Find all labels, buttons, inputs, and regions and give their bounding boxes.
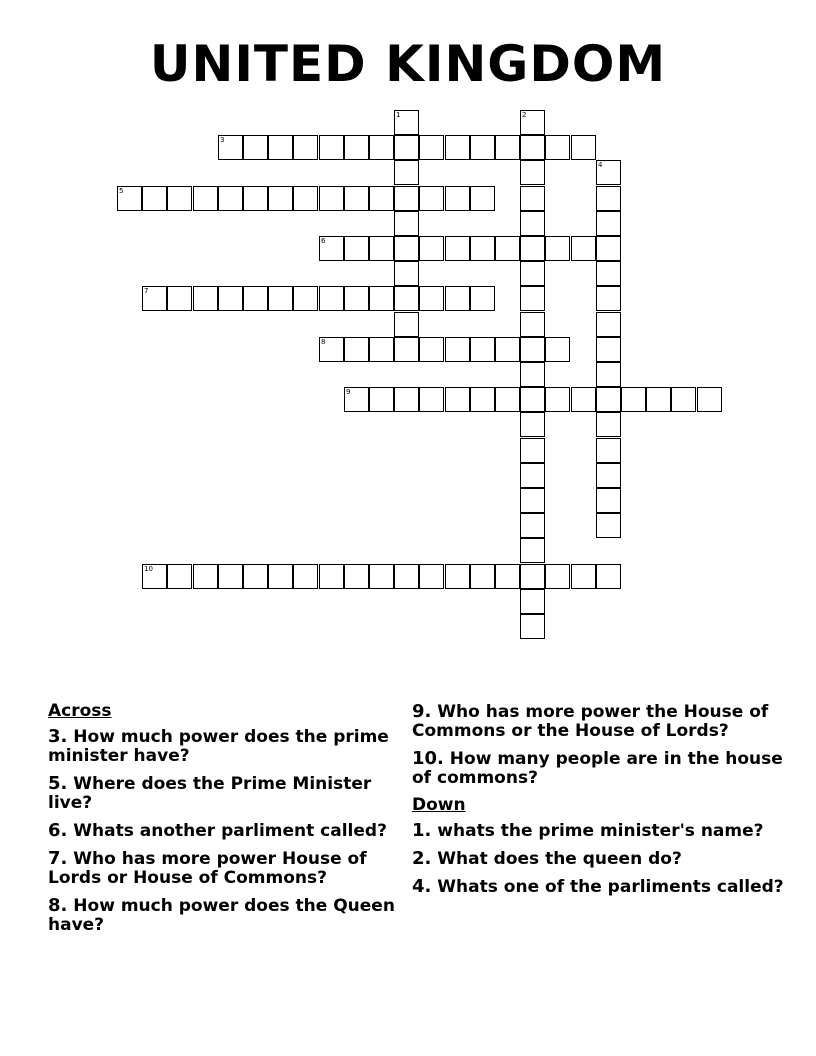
grid-cell[interactable] bbox=[495, 387, 520, 412]
grid-cell[interactable] bbox=[445, 186, 470, 211]
grid-cell[interactable] bbox=[419, 337, 444, 362]
grid-cell[interactable] bbox=[344, 236, 369, 261]
grid-cell[interactable] bbox=[470, 135, 495, 160]
grid-cell[interactable] bbox=[394, 236, 419, 261]
grid-cell[interactable] bbox=[293, 186, 318, 211]
grid-cell[interactable] bbox=[218, 564, 243, 589]
clue-number: 1. bbox=[412, 820, 432, 841]
grid-cell[interactable] bbox=[520, 211, 545, 236]
grid-cell[interactable] bbox=[596, 261, 621, 286]
cell-number: 5 bbox=[119, 187, 124, 195]
grid-cell[interactable] bbox=[167, 186, 192, 211]
clue-across-8 bbox=[48, 896, 408, 935]
clues-column-right bbox=[412, 702, 784, 905]
clue-text: Whats one of the parliments called? bbox=[431, 877, 784, 897]
grid-cell[interactable] bbox=[495, 135, 520, 160]
clue-text: whats the prime minister's name? bbox=[431, 821, 764, 841]
grid-cell[interactable] bbox=[520, 614, 545, 639]
cell-number: 2 bbox=[522, 111, 527, 119]
grid-cell[interactable] bbox=[520, 564, 545, 589]
grid-cell[interactable] bbox=[470, 564, 495, 589]
clue-text: Who has more power House of Lords or House of Commons? bbox=[48, 849, 367, 888]
grid-cell[interactable] bbox=[167, 564, 192, 589]
grid-cell[interactable] bbox=[419, 186, 444, 211]
puzzle-title: UNITED KINGDOM bbox=[149, 35, 667, 93]
grid-cell[interactable] bbox=[520, 236, 545, 261]
grid-cell[interactable] bbox=[344, 564, 369, 589]
grid-cell[interactable] bbox=[193, 286, 218, 311]
grid-cell[interactable] bbox=[419, 564, 444, 589]
grid-cell[interactable] bbox=[394, 160, 419, 185]
grid-cell[interactable] bbox=[545, 387, 570, 412]
clue-down-4 bbox=[412, 877, 784, 897]
clue-down-1 bbox=[412, 821, 784, 841]
grid-cell[interactable] bbox=[596, 211, 621, 236]
grid-cell[interactable] bbox=[520, 438, 545, 463]
clues-column-left bbox=[48, 702, 408, 943]
grid-cell[interactable] bbox=[218, 286, 243, 311]
grid-cell[interactable] bbox=[596, 362, 621, 387]
grid-cell[interactable] bbox=[142, 186, 167, 211]
grid-cell[interactable] bbox=[470, 186, 495, 211]
cell-number: 6 bbox=[321, 237, 326, 245]
cell-number: 3 bbox=[220, 136, 225, 144]
clue-number: 2. bbox=[412, 848, 432, 869]
grid-cell[interactable] bbox=[520, 337, 545, 362]
grid-cell[interactable] bbox=[545, 564, 570, 589]
clue-number: 5. bbox=[48, 773, 68, 794]
grid-cell[interactable] bbox=[520, 362, 545, 387]
clue-across-3 bbox=[48, 727, 408, 766]
clue-text: How many people are in the house of commons? bbox=[412, 749, 783, 788]
grid-cell[interactable] bbox=[596, 488, 621, 513]
grid-cell[interactable] bbox=[621, 387, 646, 412]
grid-cell[interactable] bbox=[193, 186, 218, 211]
grid-cell[interactable] bbox=[218, 186, 243, 211]
grid-cell[interactable] bbox=[495, 564, 520, 589]
cell-number: 8 bbox=[321, 338, 326, 346]
grid-cell[interactable] bbox=[193, 564, 218, 589]
grid-cell[interactable] bbox=[545, 135, 570, 160]
clue-text: Who has more power the House of Commons or the House of Lords? bbox=[412, 702, 769, 741]
down-heading: Down bbox=[412, 795, 466, 815]
clue-down-2 bbox=[412, 849, 784, 869]
grid-cell[interactable] bbox=[545, 337, 570, 362]
grid-cell[interactable] bbox=[369, 387, 394, 412]
grid-cell[interactable] bbox=[520, 186, 545, 211]
grid-cell[interactable] bbox=[596, 438, 621, 463]
grid-cell[interactable] bbox=[319, 564, 344, 589]
grid-cell[interactable] bbox=[243, 564, 268, 589]
grid-cell[interactable] bbox=[369, 286, 394, 311]
grid-cell[interactable] bbox=[419, 286, 444, 311]
clue-across-6 bbox=[48, 821, 408, 841]
grid-cell[interactable] bbox=[445, 286, 470, 311]
clue-text: What does the queen do? bbox=[431, 849, 682, 869]
grid-cell[interactable] bbox=[470, 286, 495, 311]
grid-cell[interactable] bbox=[520, 261, 545, 286]
clue-across-9 bbox=[412, 702, 784, 741]
across-heading: Across bbox=[48, 701, 112, 721]
grid-cell[interactable] bbox=[319, 186, 344, 211]
grid-cell[interactable] bbox=[571, 564, 596, 589]
grid-cell[interactable] bbox=[596, 463, 621, 488]
grid-cell[interactable] bbox=[495, 337, 520, 362]
grid-cell[interactable] bbox=[394, 135, 419, 160]
grid-cell[interactable] bbox=[520, 589, 545, 614]
grid-cell[interactable] bbox=[419, 236, 444, 261]
grid-cell[interactable] bbox=[520, 286, 545, 311]
grid-cell[interactable] bbox=[596, 286, 621, 311]
grid-cell[interactable] bbox=[394, 337, 419, 362]
grid-cell[interactable] bbox=[445, 135, 470, 160]
clue-across-7 bbox=[48, 849, 408, 888]
grid-cell[interactable] bbox=[520, 513, 545, 538]
grid-cell[interactable] bbox=[445, 387, 470, 412]
grid-cell[interactable] bbox=[520, 463, 545, 488]
grid-cell[interactable] bbox=[293, 135, 318, 160]
grid-cell[interactable] bbox=[596, 236, 621, 261]
clue-text: How much power does the prime minister have? bbox=[48, 727, 389, 766]
grid-cell[interactable] bbox=[394, 261, 419, 286]
grid-cell[interactable] bbox=[394, 387, 419, 412]
grid-cell[interactable] bbox=[293, 564, 318, 589]
clue-text: How much power does the Queen have? bbox=[48, 896, 395, 935]
grid-cell[interactable] bbox=[520, 160, 545, 185]
grid-cell[interactable] bbox=[369, 564, 394, 589]
clue-text: Whats another parliment called? bbox=[67, 821, 387, 841]
grid-cell[interactable] bbox=[344, 186, 369, 211]
grid-cell[interactable] bbox=[596, 186, 621, 211]
clue-number: 3. bbox=[48, 726, 68, 747]
grid-cell[interactable] bbox=[495, 236, 520, 261]
grid-cell[interactable] bbox=[319, 135, 344, 160]
grid-cell[interactable] bbox=[571, 135, 596, 160]
grid-cell[interactable] bbox=[344, 286, 369, 311]
grid-cell[interactable] bbox=[319, 286, 344, 311]
clue-number: 8. bbox=[48, 895, 68, 916]
grid-cell[interactable] bbox=[394, 211, 419, 236]
grid-cell[interactable] bbox=[268, 286, 293, 311]
grid-cell[interactable] bbox=[268, 186, 293, 211]
grid-cell[interactable] bbox=[470, 236, 495, 261]
clue-text: Where does the Prime Minister live? bbox=[48, 774, 372, 813]
grid-cell[interactable] bbox=[520, 387, 545, 412]
clue-number: 10. bbox=[412, 748, 444, 769]
grid-cell[interactable] bbox=[394, 312, 419, 337]
grid-cell[interactable] bbox=[445, 236, 470, 261]
grid-cell[interactable] bbox=[243, 286, 268, 311]
cell-number: 9 bbox=[346, 388, 351, 396]
cell-number: 4 bbox=[598, 161, 603, 169]
grid-cell[interactable] bbox=[369, 135, 394, 160]
clue-number: 6. bbox=[48, 820, 68, 841]
grid-cell[interactable] bbox=[419, 387, 444, 412]
grid-cell[interactable] bbox=[520, 135, 545, 160]
grid-cell[interactable] bbox=[445, 564, 470, 589]
grid-cell[interactable] bbox=[520, 412, 545, 437]
grid-cell[interactable] bbox=[243, 186, 268, 211]
cell-number: 7 bbox=[144, 287, 149, 295]
grid-cell[interactable] bbox=[394, 186, 419, 211]
clue-number: 4. bbox=[412, 876, 432, 897]
grid-cell[interactable] bbox=[369, 186, 394, 211]
grid-cell[interactable] bbox=[596, 513, 621, 538]
grid-cell[interactable] bbox=[268, 564, 293, 589]
grid-cell[interactable] bbox=[344, 337, 369, 362]
grid-cell[interactable] bbox=[369, 236, 394, 261]
grid-cell[interactable] bbox=[596, 337, 621, 362]
grid-cell[interactable] bbox=[268, 135, 293, 160]
grid-cell[interactable] bbox=[571, 236, 596, 261]
grid-cell[interactable] bbox=[596, 564, 621, 589]
grid-cell[interactable] bbox=[571, 387, 596, 412]
clue-across-10 bbox=[412, 749, 784, 788]
grid-cell[interactable] bbox=[596, 387, 621, 412]
cell-number: 10 bbox=[144, 565, 153, 573]
grid-cell[interactable] bbox=[293, 286, 318, 311]
grid-cell[interactable] bbox=[596, 312, 621, 337]
grid-cell[interactable] bbox=[520, 488, 545, 513]
grid-cell[interactable] bbox=[445, 337, 470, 362]
grid-cell[interactable] bbox=[646, 387, 671, 412]
grid-cell[interactable] bbox=[596, 412, 621, 437]
clue-across-5 bbox=[48, 774, 408, 813]
grid-cell[interactable] bbox=[394, 286, 419, 311]
grid-cell[interactable] bbox=[520, 312, 545, 337]
grid-cell[interactable] bbox=[470, 337, 495, 362]
grid-cell[interactable] bbox=[167, 286, 192, 311]
grid-cell[interactable] bbox=[394, 564, 419, 589]
clue-number: 9. bbox=[412, 701, 432, 722]
grid-cell[interactable] bbox=[520, 538, 545, 563]
grid-cell[interactable] bbox=[671, 387, 696, 412]
grid-cell[interactable] bbox=[243, 135, 268, 160]
grid-cell[interactable] bbox=[545, 236, 570, 261]
clue-number: 7. bbox=[48, 848, 68, 869]
grid-cell[interactable] bbox=[369, 337, 394, 362]
grid-cell[interactable] bbox=[470, 387, 495, 412]
grid-cell[interactable] bbox=[344, 135, 369, 160]
grid-cell[interactable] bbox=[697, 387, 722, 412]
grid-cell[interactable] bbox=[419, 135, 444, 160]
cell-number: 1 bbox=[396, 111, 401, 119]
